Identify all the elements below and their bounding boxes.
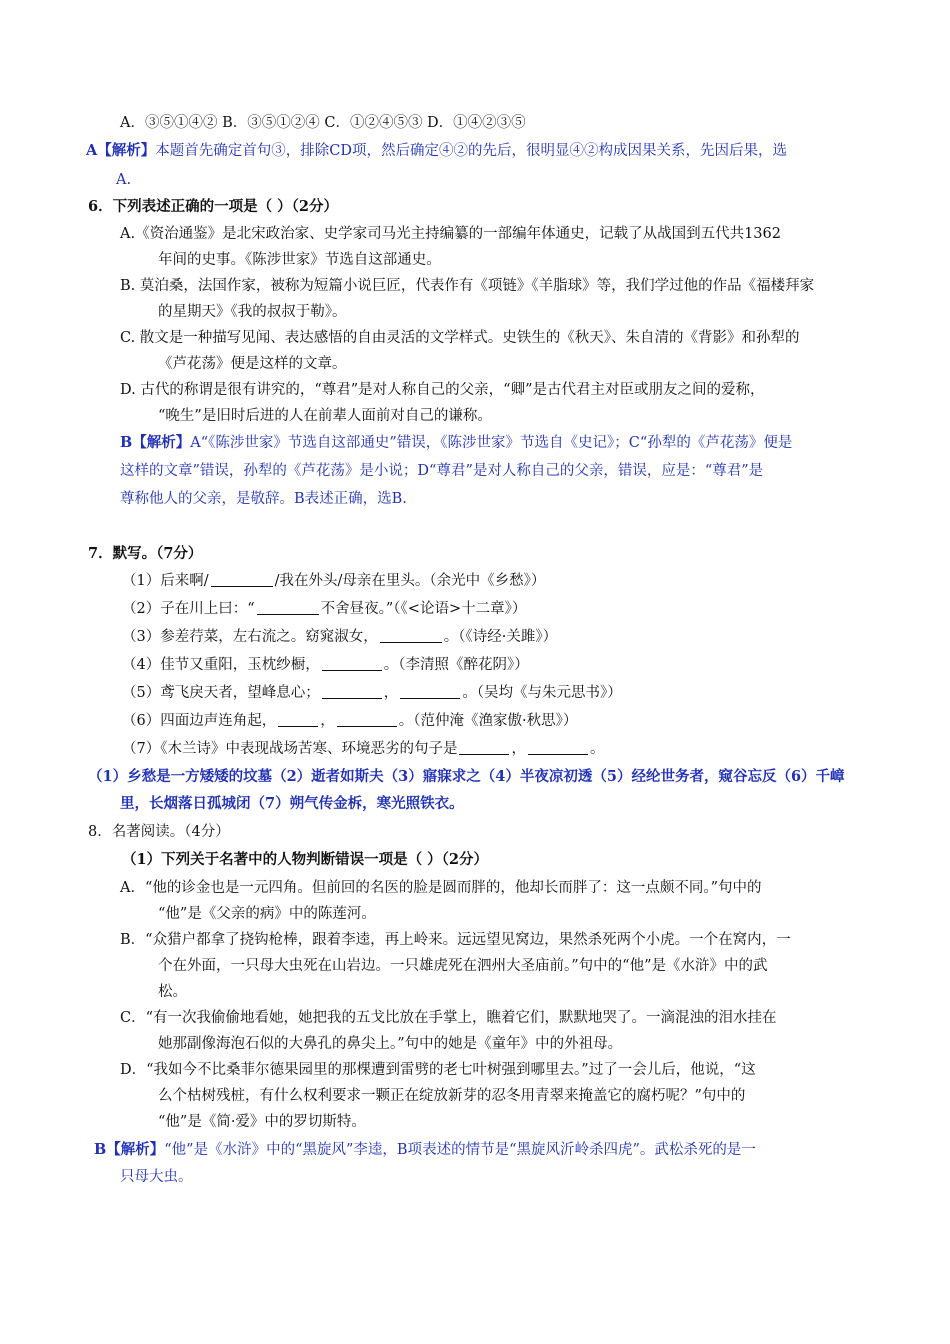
answer-text: 本题首先确定首句③，排除CD项，然后确定④②的先后，很明显④②构成因果关系，先因后果，选 xyxy=(155,143,787,159)
prompt-text: （7）《木兰诗》中表现战场苦寒、环境恶劣的句子是 xyxy=(122,741,458,757)
q6-option-a-cont: 年间的史事。《陈涉世家》节选自这部通史。 xyxy=(158,252,441,268)
answer-text: “他”是《水浒》中的“黑旋风”李逵，B项表述的情节是“黑旋风沂岭杀四虎”。武松杀死的是一 xyxy=(164,1142,756,1158)
answer-tag: A【解析】 xyxy=(86,142,156,159)
fill-blank xyxy=(257,600,319,615)
q6-option-b: B. 莫泊桑，法国作家，被称为短篇小说巨匠，代表作有《项链》《羊脂球》等，我们学过他的作品《福楼拜家 xyxy=(120,278,815,294)
q8-option-d-cont: 么个枯树残桩，有什么权利要求一颗正在绽放新芽的忍冬用青翠来掩盖它的腐朽呢？”句中的 xyxy=(158,1088,746,1104)
fill-blank xyxy=(278,712,318,727)
q6-answer-cont2: 尊称他人的父亲，是敬辞。B表述正确，选B. xyxy=(120,491,407,507)
fill-blank xyxy=(337,712,397,727)
q6-option-c-cont: 《芦花荡》便是这样的文章。 xyxy=(158,356,347,372)
q8-option-c-cont: 她那副像海泡石似的大鼻孔的鼻尖上。”句中的她是《童年》中的外祖母。 xyxy=(158,1036,623,1052)
prompt-text: ， xyxy=(320,713,335,729)
prompt-text: （1）后来啊/ xyxy=(122,573,209,589)
prompt-text: 不舍昼夜。”（《<论语>十二章》） xyxy=(320,601,527,617)
q5-answer xyxy=(86,141,787,161)
q8-subtitle: （1）下列关于名著中的人物判断错误一项是（ ）（2分） xyxy=(122,851,488,868)
prompt-text: /我在外头/母亲在里头。（余光中《乡愁》） xyxy=(274,573,546,589)
fill-blank xyxy=(322,684,382,699)
q6-option-d: D. 古代的称谓是很有讲究的，“尊君”是对人称自己的父亲，“卿”是古代君主对臣或朋友之间的爱称， xyxy=(120,382,765,398)
fill-blank xyxy=(459,740,509,755)
prompt-text: （3）参差荇菜，左右流之。窈窕淑女， xyxy=(122,629,378,645)
q7-item-4 xyxy=(122,655,529,675)
prompt-text: 。（范仲淹《渔家傲·秋思》） xyxy=(398,713,578,729)
q8-answer-cont: 只母大虫。 xyxy=(120,1169,193,1185)
q7-item-5 xyxy=(122,683,622,703)
q7-answer: （1）乡愁是一方矮矮的坟墓（2）逝者如斯夫（3）寤寐求之（4）半夜凉初透（5）经纶世务者，窥谷忘反（6）千嶂 xyxy=(88,768,845,785)
q7-item-1 xyxy=(122,571,545,591)
q8-option-d-cont2: “他”是《简·爱》中的罗切斯特。 xyxy=(158,1114,366,1130)
q6-option-b-cont: 的星期天》《我的叔叔于勒》。 xyxy=(158,304,347,320)
q6-option-a: A.《资治通鉴》是北宋政治家、史学家司马光主持编纂的一部编年体通史，记载了从战国到五代共1362 xyxy=(120,226,781,242)
fill-blank xyxy=(528,740,588,755)
prompt-text: 。（李清照《醉花阴》） xyxy=(383,657,529,673)
prompt-text: （4）佳节又重阳，玉枕纱橱， xyxy=(122,657,320,673)
q5-options: A．③⑤①④② B．③⑤①②④ C．①②④⑤③ D．①④②③⑤ xyxy=(120,115,526,131)
prompt-text: 。（《诗经·关雎》） xyxy=(443,629,558,645)
fill-blank xyxy=(400,684,460,699)
prompt-text: 。（吴均《与朱元思书》） xyxy=(462,685,622,701)
q8-option-a: A．“他的诊金也是一元四角。但前回的名医的脸是圆而胖的，他却长而胖了：这一点颇不同。”句中的 xyxy=(120,880,762,896)
prompt-text: （2）子在川上曰：“ xyxy=(122,601,255,617)
q6-answer xyxy=(120,433,792,453)
q8-option-a-cont: “他”是《父亲的病》中的陈莲河。 xyxy=(158,906,376,922)
answer-text: A“《陈涉世家》节选自这部通史”错误，《陈涉世家》节选自《史记》；C“孙犁的《芦花荡》便是 xyxy=(190,435,793,451)
q8-option-b-cont: 个在外面，一只母大虫死在山岩边。一只雄虎死在泗州大圣庙前。”句中的“他”是《水浒》中的武 xyxy=(158,958,768,974)
q8-option-b: B．“众猎户都拿了挠钩枪棒，跟着李逵，再上岭来。远远望见窝边，果然杀死两个小虎。一个在窝内，一 xyxy=(120,932,791,948)
q8-option-c: C．“有一次我偷偷地看她，她把我的五戈比放在手掌上，瞧着它们，默默地哭了。一滴混浊的泪水挂在 xyxy=(120,1010,777,1026)
prompt-text: （5）鸢飞戾天者，望峰息心； xyxy=(122,685,320,701)
answer-tag: B【解析】 xyxy=(120,434,191,451)
q7-answer-cont: 里，长烟落日孤城闭（7）朔气传金柝，寒光照铁衣。 xyxy=(120,795,464,812)
q8-option-d: D．“我如今不比桑菲尔德果园里的那棵遭到雷劈的老七叶树强到哪里去。”过了一会儿后，他说，“这 xyxy=(120,1062,756,1078)
q6-answer-cont: 这样的文章”错误，孙犁的《芦花荡》是小说；D“尊君”是对人称自己的父亲，错误，应是：“尊君”是 xyxy=(120,463,764,479)
q8-option-b-cont2: 松。 xyxy=(158,984,187,1000)
prompt-text: ， xyxy=(383,685,399,701)
answer-tag: B【解析】 xyxy=(94,1141,165,1158)
q5-answer-cont: A. xyxy=(116,172,132,188)
fill-blank xyxy=(211,572,273,587)
prompt-text: ， xyxy=(511,741,526,757)
q7-item-3 xyxy=(122,627,557,647)
q8-answer xyxy=(94,1140,756,1160)
prompt-text: 。 xyxy=(589,741,605,757)
q7-item-2 xyxy=(122,599,526,619)
q7-item-6 xyxy=(122,711,577,731)
q8-title: 8．名著阅读。（4分） xyxy=(88,824,230,840)
q6-option-c: C. 散文是一种描写见闻、表达感悟的自由灵活的文学样式。史铁生的《秋天》、朱自清的《背影》和孙犁的 xyxy=(120,330,800,346)
q7-title: 7．默写。（7分） xyxy=(88,545,203,562)
q6-title: 6．下列表述正确的一项是（ ）（2分） xyxy=(88,198,338,215)
q7-item-7 xyxy=(122,739,604,759)
fill-blank xyxy=(322,656,382,671)
prompt-text: （6）四面边声连角起， xyxy=(122,713,277,729)
q6-option-d-cont: “晚生”是旧时后进的人在前辈人面前对自己的谦称。 xyxy=(158,408,492,424)
fill-blank xyxy=(380,628,442,643)
